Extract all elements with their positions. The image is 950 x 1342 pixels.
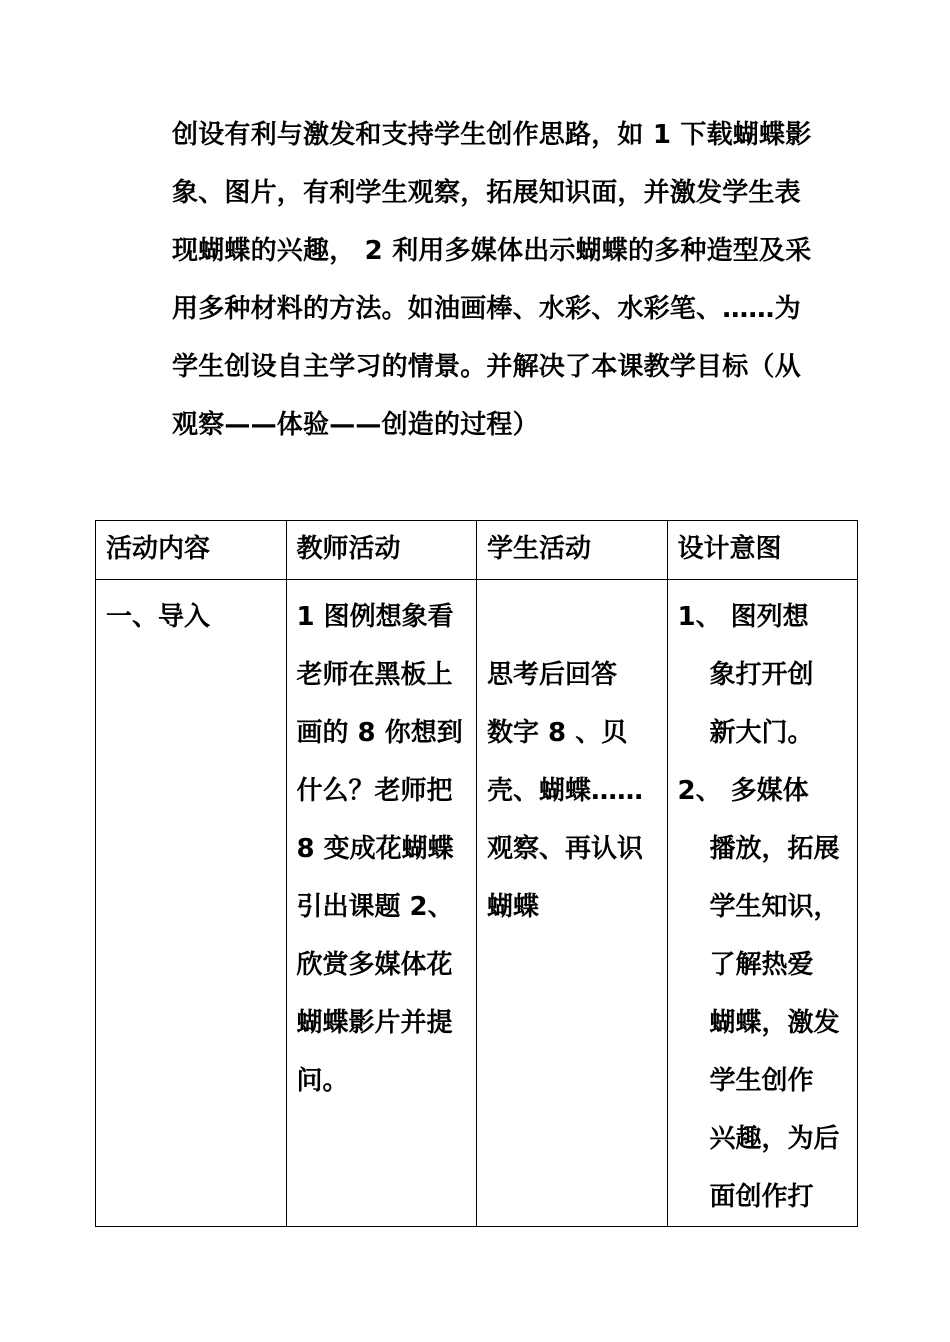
intent-line: 象打开创 [709, 660, 814, 690]
intro-line: 创设有利与激发和支持学生创作思路，如 1 下载蝴蝶影 [172, 120, 812, 150]
intent-line: 播放，拓展 [709, 834, 840, 864]
intro-line: 学生创设自主学习的情景。并解决了本课教学目标（从 [172, 352, 801, 382]
teacher-line: 什么？老师把 [296, 776, 453, 806]
student-line: 蝴蝶 [487, 892, 540, 922]
student-line: 壳、蝴蝶…… [487, 776, 644, 806]
intent-line: 学生知识， [709, 892, 840, 922]
header-label: 活动内容 [106, 534, 211, 564]
student-line: 观察、再认识 [487, 834, 644, 864]
student-line: 思考后回答 [487, 660, 618, 690]
intent-line: 面创作打 [709, 1182, 814, 1212]
header-label: 学生活动 [487, 534, 592, 564]
teacher-line: 画的 8 你想到 [296, 718, 463, 748]
teacher-line: 问。 [296, 1066, 349, 1096]
header-cell-activity [96, 521, 287, 580]
lesson-plan-table [95, 520, 858, 1227]
teacher-line: 老师在黑板上 [296, 660, 453, 690]
header-cell-teacher [286, 521, 477, 580]
teacher-line: 1 图例想象看 [296, 602, 454, 632]
intro-line: 象、图片，有利学生观察，拓展知识面，并激发学生表 [172, 178, 801, 208]
activity-cell [96, 580, 287, 1227]
design-intent-cell [667, 580, 858, 1227]
intro-line: 现蝴蝶的兴趣， 2 利用多媒体出示蝴蝶的多种造型及采 [172, 236, 812, 266]
intent-line: 了解热爱 [709, 950, 814, 980]
header-cell-student [477, 521, 668, 580]
header-label: 教师活动 [296, 534, 401, 564]
intent-line: 兴趣，为后 [709, 1124, 840, 1154]
header-label: 设计意图 [677, 534, 782, 564]
intent-line: 1、 图列想 [677, 602, 809, 632]
teacher-activity-cell [286, 580, 477, 1227]
teacher-line: 8 变成花蝴蝶 [296, 834, 454, 864]
activity-text: 一、导入 [106, 602, 211, 632]
table-header-row [96, 521, 858, 580]
student-activity-cell [477, 580, 668, 1227]
teacher-line: 引出课题 2、 [296, 892, 454, 922]
intro-line: 观察——体验——创造的过程） [172, 410, 539, 440]
intent-line: 2、 多媒体 [677, 776, 809, 806]
intent-line: 蝴蝶，激发 [709, 1008, 840, 1038]
intent-line: 新大门。 [709, 718, 814, 748]
intro-line: 用多种材料的方法。如油画棒、水彩、水彩笔、……为 [172, 294, 801, 324]
intent-line: 学生创作 [709, 1066, 814, 1096]
table-row [96, 580, 858, 1227]
teacher-line: 欣赏多媒体花 [296, 950, 453, 980]
header-cell-intent [667, 521, 858, 580]
intro-paragraph [172, 106, 846, 454]
teacher-line: 蝴蝶影片并提 [296, 1008, 453, 1038]
student-line: 数字 8 、贝 [487, 718, 628, 748]
